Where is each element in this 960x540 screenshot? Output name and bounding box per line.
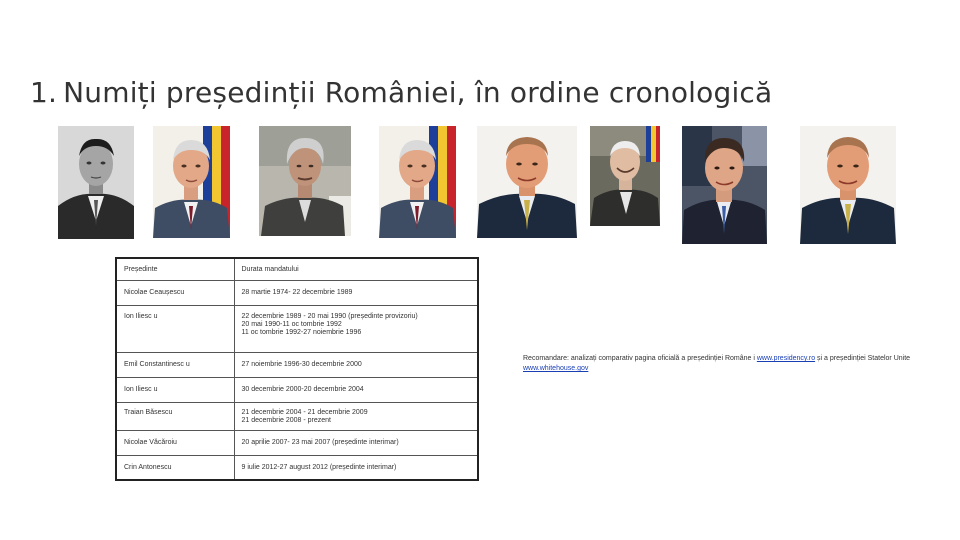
whitehouse-link[interactable]: www.whitehouse.gov — [523, 365, 589, 372]
portrait-photo-icon — [477, 126, 577, 238]
photo-basescu-2 — [800, 126, 896, 244]
mandate-duration — [234, 352, 478, 377]
portrait-photo-icon — [259, 126, 351, 236]
table-row — [116, 280, 478, 305]
portrait-photo-icon — [58, 126, 134, 239]
table-row — [116, 402, 478, 430]
mandate-duration — [234, 455, 478, 480]
title-text: Numiți președinții României, în ordine cronologică — [63, 76, 773, 109]
mandate-line: 22 decembrie 1989 - 20 mai 1990 (președinte provizoriu) — [241, 312, 418, 320]
portrait-photo-icon — [379, 126, 456, 238]
mandate-line: 28 martie 1974- 22 decembrie 1989 — [241, 288, 353, 296]
mandate-duration — [234, 430, 478, 455]
president-name: Crin Antonescu — [116, 455, 234, 480]
president-name: Traian Băsescu — [116, 402, 234, 430]
header-president: Președinte — [116, 258, 234, 280]
portrait-photo-icon — [590, 126, 660, 226]
presidents-table — [115, 257, 479, 481]
photo-iliescu-1 — [153, 126, 230, 238]
header-mandate: Durata mandatului — [234, 258, 478, 280]
recommendation-text-1: Recomandare: analizați comparativ pagina oficială a președinției Române i — [523, 355, 757, 362]
president-name: Ion Iliesc u — [116, 377, 234, 402]
portrait-photo-icon — [153, 126, 230, 238]
photo-vacaroiu — [590, 126, 660, 226]
photo-ceausescu — [58, 126, 134, 239]
photo-antonescu — [682, 126, 767, 244]
mandate-line: 20 aprilie 2007- 23 mai 2007 (președinte interimar) — [241, 438, 399, 446]
table-row — [116, 352, 478, 377]
president-name: Nicolae Văcăroiu — [116, 430, 234, 455]
portrait-photo-icon — [800, 126, 896, 244]
presidency-link[interactable]: www.presidency.ro — [756, 355, 816, 362]
mandate-line: 27 noiembrie 1996-30 decembrie 2000 — [241, 360, 362, 368]
mandate-line: 30 decembrie 2000-20 decembrie 2004 — [241, 385, 364, 393]
photo-basescu-1 — [477, 126, 577, 238]
photo-strip — [0, 0, 960, 260]
table-row — [116, 430, 478, 455]
table-row — [116, 455, 478, 480]
mandate-line: 21 decembrie 2008 - prezent — [241, 416, 331, 424]
photo-constantinescu — [259, 126, 351, 236]
mandate-line: 20 mai 1990-11 oc tombrie 1992 — [241, 320, 342, 328]
mandate-line: 9 iulie 2012-27 august 2012 (președinte interimar) — [241, 463, 397, 471]
mandate-line: 11 oc tombrie 1992-27 noiembrie 1996 — [241, 328, 362, 336]
mandate-duration — [234, 377, 478, 402]
president-name: Nicolae Ceaușescu — [116, 280, 234, 305]
president-name: Ion Iliesc u — [116, 305, 234, 352]
table-row — [116, 377, 478, 402]
table-header-row — [116, 258, 478, 280]
mandate-duration — [234, 305, 478, 352]
title-number: 1. — [30, 76, 58, 109]
mandate-duration — [234, 402, 478, 430]
recommendation-text-2: și a președinției Statelor Unite — [815, 355, 911, 362]
photo-iliescu-2 — [379, 126, 456, 238]
mandate-line: 21 decembrie 2004 - 21 decembrie 2009 — [241, 408, 368, 416]
mandate-duration — [234, 280, 478, 305]
president-name: Emil Constantinesc u — [116, 352, 234, 377]
recommendation-note — [523, 354, 943, 374]
portrait-photo-icon — [682, 126, 767, 244]
table-row — [116, 305, 478, 352]
